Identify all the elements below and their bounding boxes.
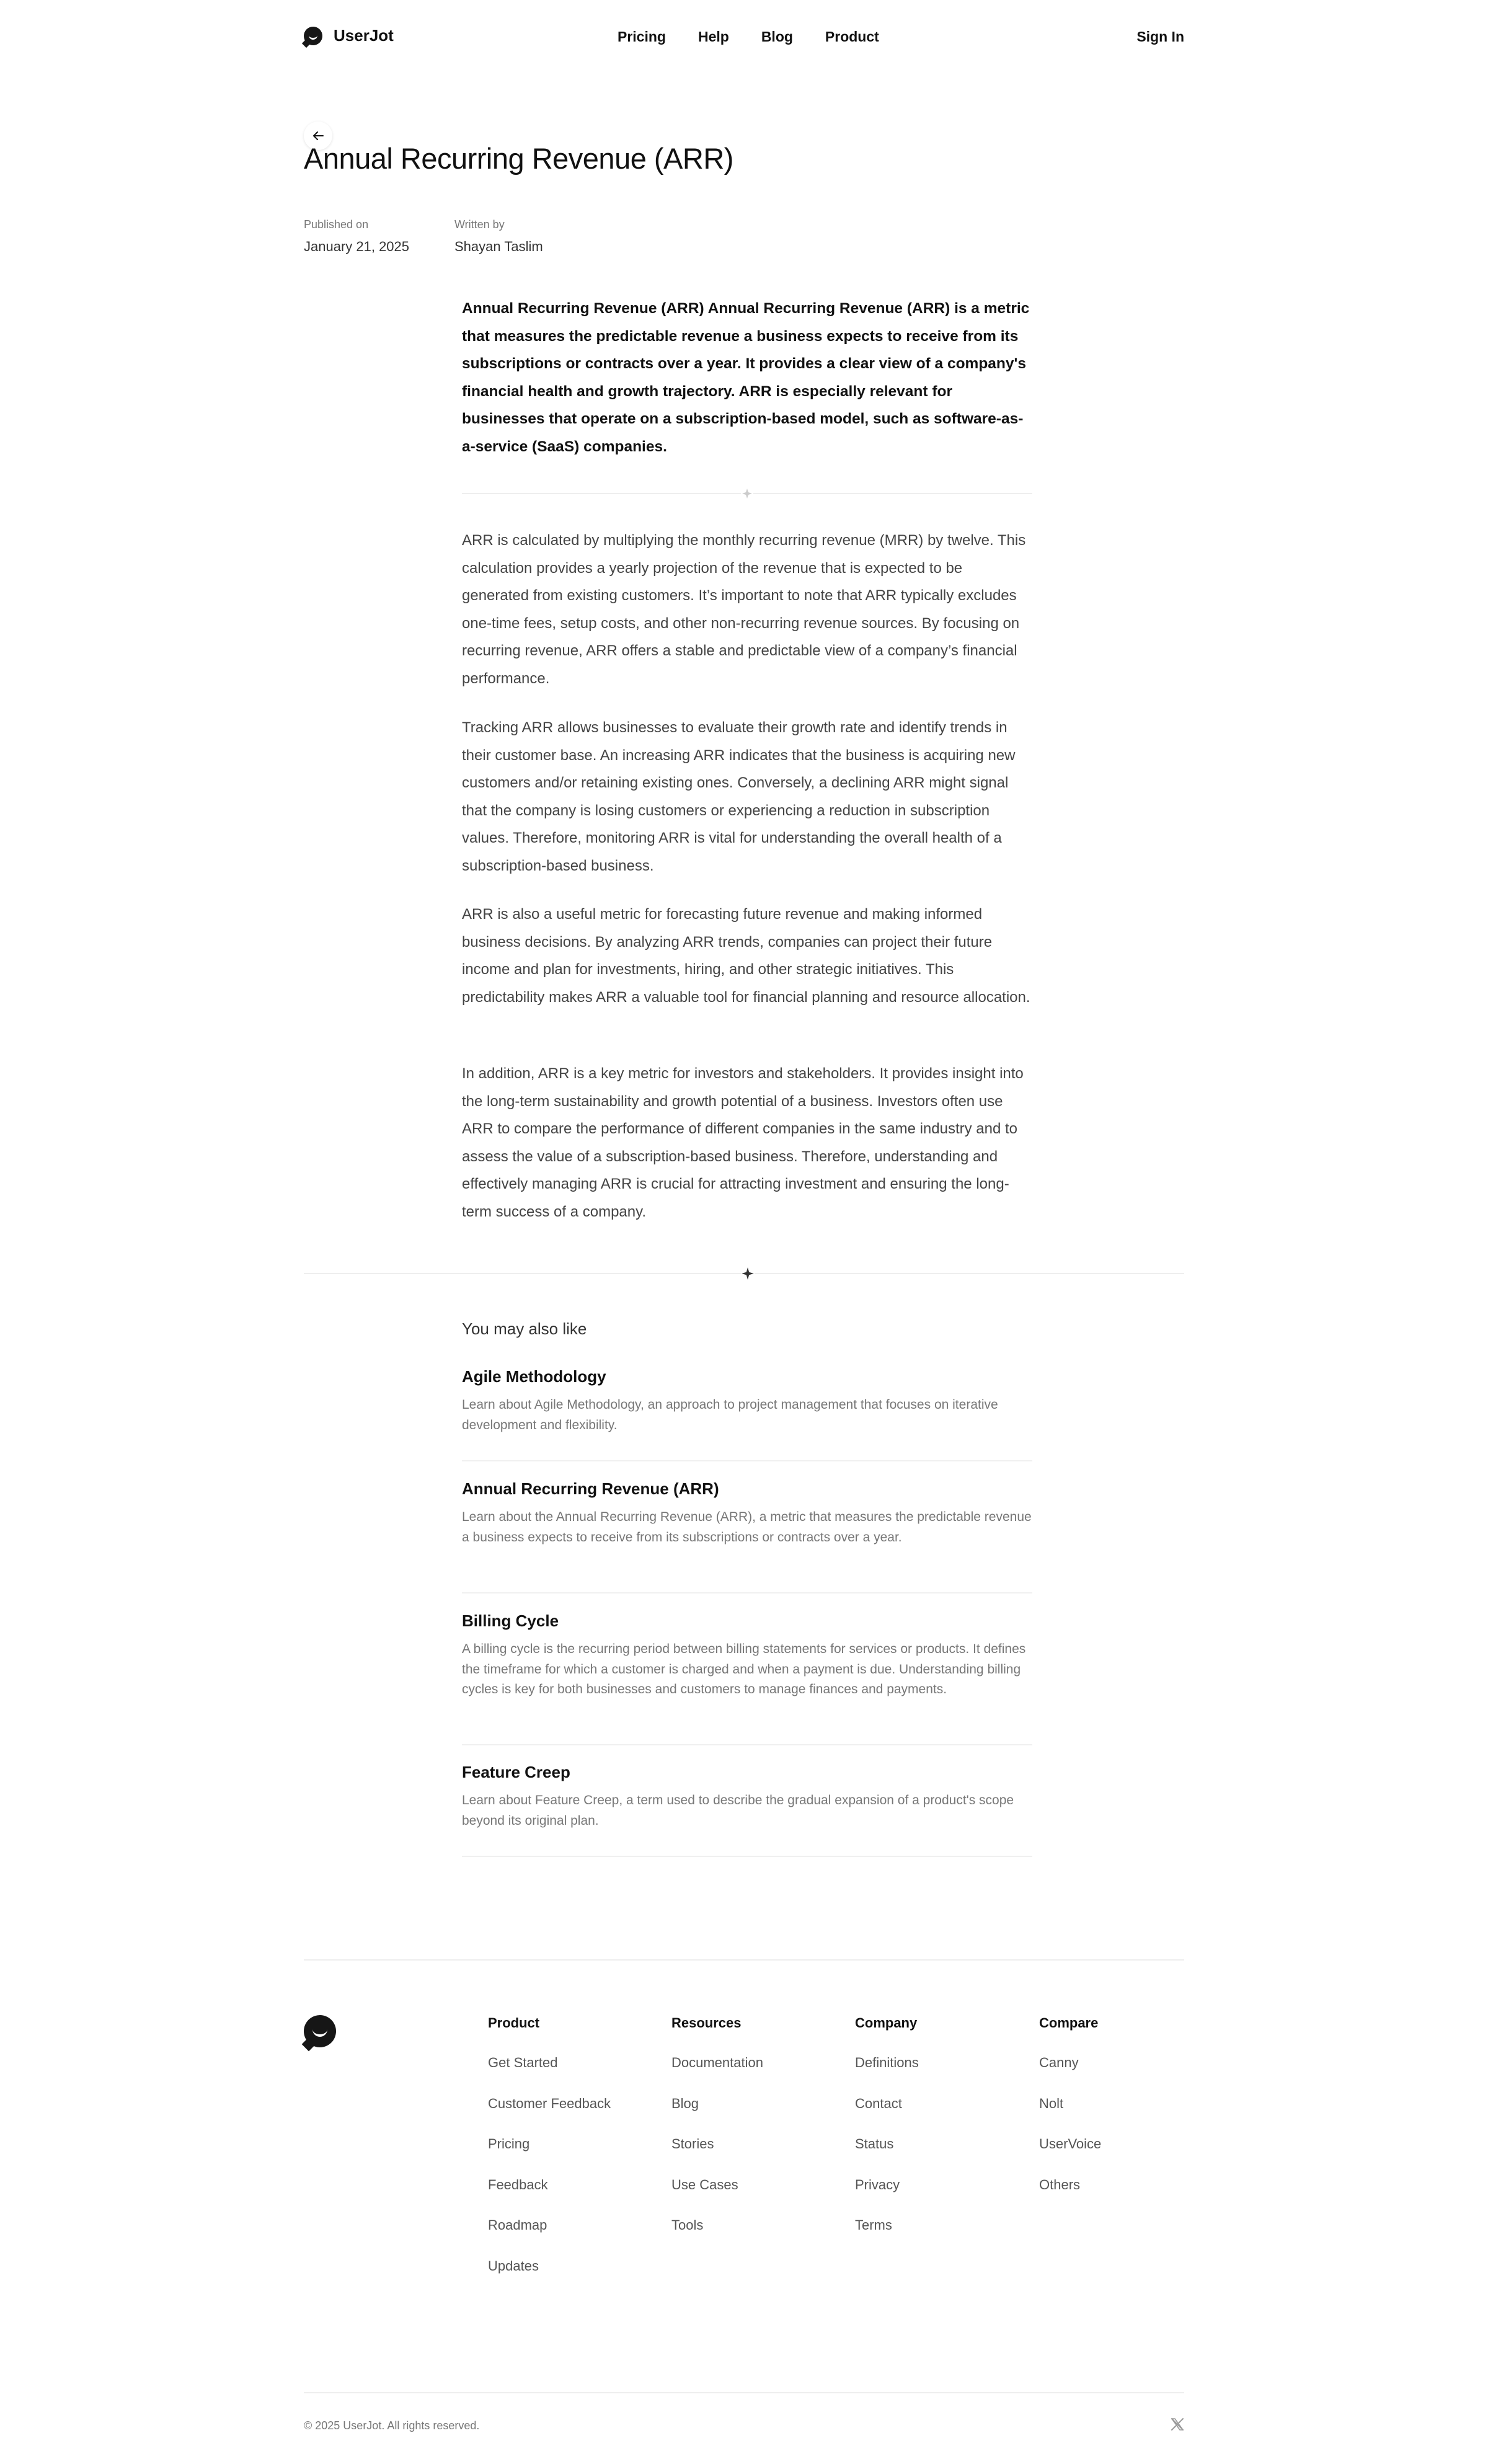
main-nav xyxy=(618,29,879,45)
author-label: Written by xyxy=(454,218,505,231)
published-meta xyxy=(304,218,409,255)
article-paragraph: Tracking ARR allows businesses to evaluate their growth rate and identify trends in their customer base. An increasing ARR indicates that the business is acquiring new customers and/or retaining existing ones. Conversely, a declining ARR might signal that the company is losing customers or experiencing a reduction in subscription values. Therefore, monitoring ARR is vital for understanding the overall health of a subscription-based business. xyxy=(462,719,1016,874)
footer-link[interactable]: Canny xyxy=(1039,2055,1079,2070)
footer-column-heading: Company xyxy=(855,2015,918,2031)
related-heading: You may also like xyxy=(462,1319,587,1338)
sign-in-link[interactable]: Sign In xyxy=(1136,29,1184,45)
footer-link[interactable]: Nolt xyxy=(1039,2095,1064,2111)
footer-link[interactable]: Others xyxy=(1039,2176,1081,2192)
published-date: January 21, 2025 xyxy=(304,239,410,254)
footer-link[interactable]: Definitions xyxy=(855,2055,919,2070)
footer-column-heading: Product xyxy=(488,2015,540,2031)
related-item-title: Annual Recurring Revenue (ARR) xyxy=(462,1479,719,1498)
article-paragraph: ARR is also a useful metric for forecasting future revenue and making informed business decisions. By analyzing ARR trends, companies can project their future income and plan for investments, hiring, and other strategic initiatives. This predictability makes ARR a valuable tool for financial planning and resource allocation. xyxy=(462,906,1030,1006)
author-name: Shayan Taslim xyxy=(454,239,543,254)
footer-link[interactable]: Terms xyxy=(855,2217,892,2233)
footer-column-heading: Resources xyxy=(671,2015,742,2031)
brand-link[interactable] xyxy=(304,26,394,45)
footer-link[interactable]: Blog xyxy=(671,2095,699,2111)
footer-link[interactable]: Privacy xyxy=(855,2176,900,2192)
footer-link[interactable]: Stories xyxy=(671,2136,714,2152)
nav-item-help[interactable]: Help xyxy=(698,29,729,45)
footer-divider xyxy=(304,1959,1184,1961)
footer-link[interactable]: UserVoice xyxy=(1039,2136,1102,2152)
userjot-logo-icon xyxy=(304,27,322,45)
related-item-arr[interactable] xyxy=(462,1479,1032,1593)
page-title: Annual Recurring Revenue (ARR) xyxy=(304,142,733,175)
footer-column-product xyxy=(488,2015,611,2298)
userjot-logo-icon[interactable] xyxy=(304,2015,336,2047)
footer-column-compare xyxy=(1039,2015,1101,2217)
sparkle-icon xyxy=(741,1267,755,1280)
footer-column-company xyxy=(855,2015,919,2258)
nav-item-blog[interactable]: Blog xyxy=(761,29,793,45)
footer-column-resources xyxy=(671,2015,763,2258)
footer-link[interactable]: Feedback xyxy=(488,2176,548,2192)
related-item-title: Billing Cycle xyxy=(462,1611,559,1630)
author-meta xyxy=(454,218,543,255)
related-item-agile-methodology[interactable] xyxy=(462,1367,1032,1461)
article-paragraph: In addition, ARR is a key metric for investors and stakeholders. It provides insight into the long-term sustainability and growth potential of a business. Investors often use ARR to compare the performance of different companies in the same industry and to assess the value of a subscription-based business. Therefore, understanding and effectively managing ARR is crucial for attracting investment and ensuring the long-term success of a company. xyxy=(462,1065,1024,1220)
footer-link[interactable]: Use Cases xyxy=(671,2176,738,2192)
copyright-text: © 2025 UserJot. All rights reserved. xyxy=(304,2419,480,2432)
published-label: Published on xyxy=(304,218,369,231)
site-header xyxy=(304,24,1184,51)
footer-link[interactable]: Pricing xyxy=(488,2136,530,2152)
brand-name: UserJot xyxy=(334,26,394,45)
related-item-billing-cycle[interactable] xyxy=(462,1611,1032,1745)
footer-link[interactable]: Tools xyxy=(671,2217,704,2233)
sparkle-icon xyxy=(741,487,753,500)
footer-link[interactable]: Roadmap xyxy=(488,2217,547,2233)
related-item-title: Agile Methodology xyxy=(462,1367,606,1386)
footer-link[interactable]: Status xyxy=(855,2136,894,2152)
footer-link[interactable]: Customer Feedback xyxy=(488,2095,611,2111)
footer-bottom-divider xyxy=(304,2392,1184,2393)
footer-link[interactable]: Get Started xyxy=(488,2055,558,2070)
footer-link[interactable]: Contact xyxy=(855,2095,902,2111)
related-item-description: Learn about Feature Creep, a term used to describe the gradual expansion of a product's scope beyond its original plan. xyxy=(462,1793,1014,1828)
related-item-title: Feature Creep xyxy=(462,1763,570,1781)
nav-item-pricing[interactable]: Pricing xyxy=(618,29,666,45)
footer-link[interactable]: Updates xyxy=(488,2258,539,2274)
related-item-description: A billing cycle is the recurring period between billing statements for services or products. It defines the timeframe for which a customer is charged and when a payment is due. Understanding billing cycles is key for both businesses and customers to manage finances and payments. xyxy=(462,1642,1026,1696)
footer-link[interactable]: Documentation xyxy=(671,2055,763,2070)
article-paragraph: ARR is calculated by multiplying the monthly recurring revenue (MRR) by twelve. This calculation provides a yearly projection of the revenue that is expected to be generated from existing customers. It’s important to note that ARR typically excludes one-time fees, setup costs, and other non-recurring revenue sources. By focusing on recurring revenue, ARR offers a stable and predictable view of a company’s financial performance. xyxy=(462,532,1026,687)
related-item-description: Learn about the Annual Recurring Revenue (ARR), a metric that measures the predictable revenue a business expects to receive from its subscriptions or contracts over a year. xyxy=(462,1510,1032,1544)
x-twitter-icon[interactable] xyxy=(1170,2417,1185,2432)
related-item-description: Learn about Agile Methodology, an approach to project management that focuses on iterative development and flexibility. xyxy=(462,1398,998,1432)
related-item-feature-creep[interactable] xyxy=(462,1763,1032,1857)
article-lead: Annual Recurring Revenue (ARR) Annual Recurring Revenue (ARR) is a metric that measures the predictable revenue a business expects to receive from its subscriptions or contracts over a year. It provides a clear view of a company's financial health and growth trajectory. ARR is especially relevant for businesses that operate on a subscription-based model, such as software-as-a-service (SaaS) companies. xyxy=(462,300,1030,455)
footer-column-heading: Compare xyxy=(1039,2015,1099,2031)
nav-item-product[interactable]: Product xyxy=(825,29,879,45)
